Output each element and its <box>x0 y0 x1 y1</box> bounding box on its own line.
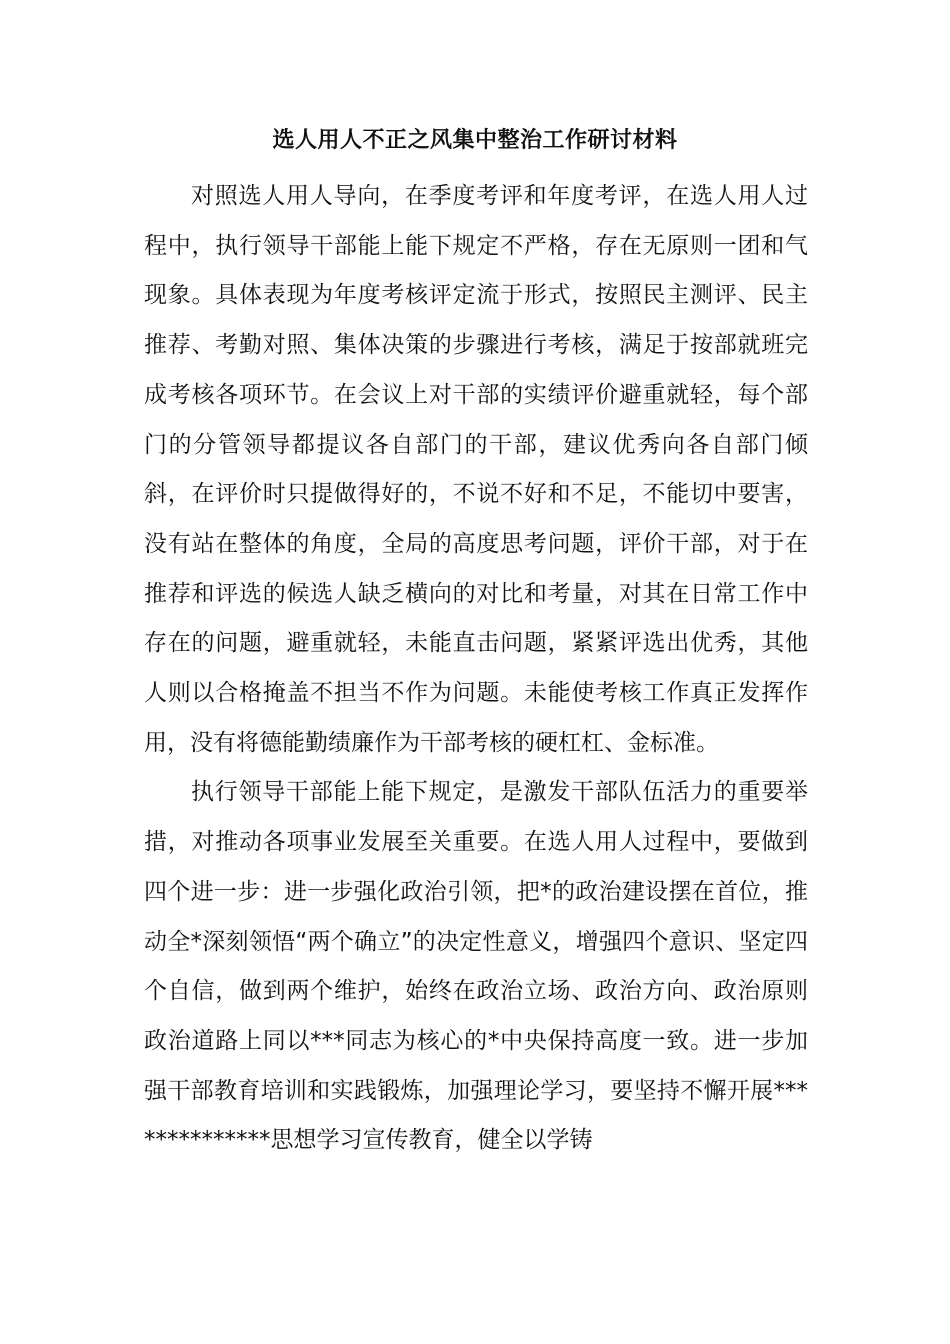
document-title: 选人用人不正之风集中整治工作研讨材料 <box>272 128 678 153</box>
paragraph-2: 执行领导干部能上能下规定，是激发干部队伍活力的重要举措，对推动各项事业发展至关重要。在选人用人过程中，要做到四个进一步：进一步强化政治引领，把*的政治建设摆在首位，推动全*深刻领悟“两个确立”的决定性意义，增强四个意识、坚定四个自信，做到两个维护，始终在政治立场、政治方向、政治原则政治道路上同以***同志为核心的*中央保持高度一致。进一步加强干部教育培训和实践锻炼，加强理论学习，要坚持不懈开展**************思想学习宣传教育，健全以学铸 <box>144 779 808 1154</box>
paragraph-1: 对照选人用人导向，在季度考评和年度考评，在选人用人过程中，执行领导干部能上能下规定不严格，存在无原则一团和气现象。具体表现为年度考核评定流于形式，按照民主测评、民主推荐、考勤对照、集体决策的步骤进行考核，满足于按部就班完成考核各项环节。在会议上对干部的实绩评价避重就轻，每个部门的分管领导都提议各自部门的干部，建议优秀向各自部门倾斜，在评价时只提做得好的，不说不好和不足，不能切中要害，没有站在整体的角度，全局的高度思考问题，评价干部，对于在推荐和评选的候选人缺乏横向的对比和考量，对其在日常工作中存在的问题，避重就轻，未能直击问题，紧紧评选出优秀，其他人则以合格掩盖不担当不作为问题。未能使考核工作真正发挥作用，没有将德能勤绩廉作为干部考核的硬杠杠、金标准。 <box>144 183 808 756</box>
document-body <box>144 172 808 1166</box>
